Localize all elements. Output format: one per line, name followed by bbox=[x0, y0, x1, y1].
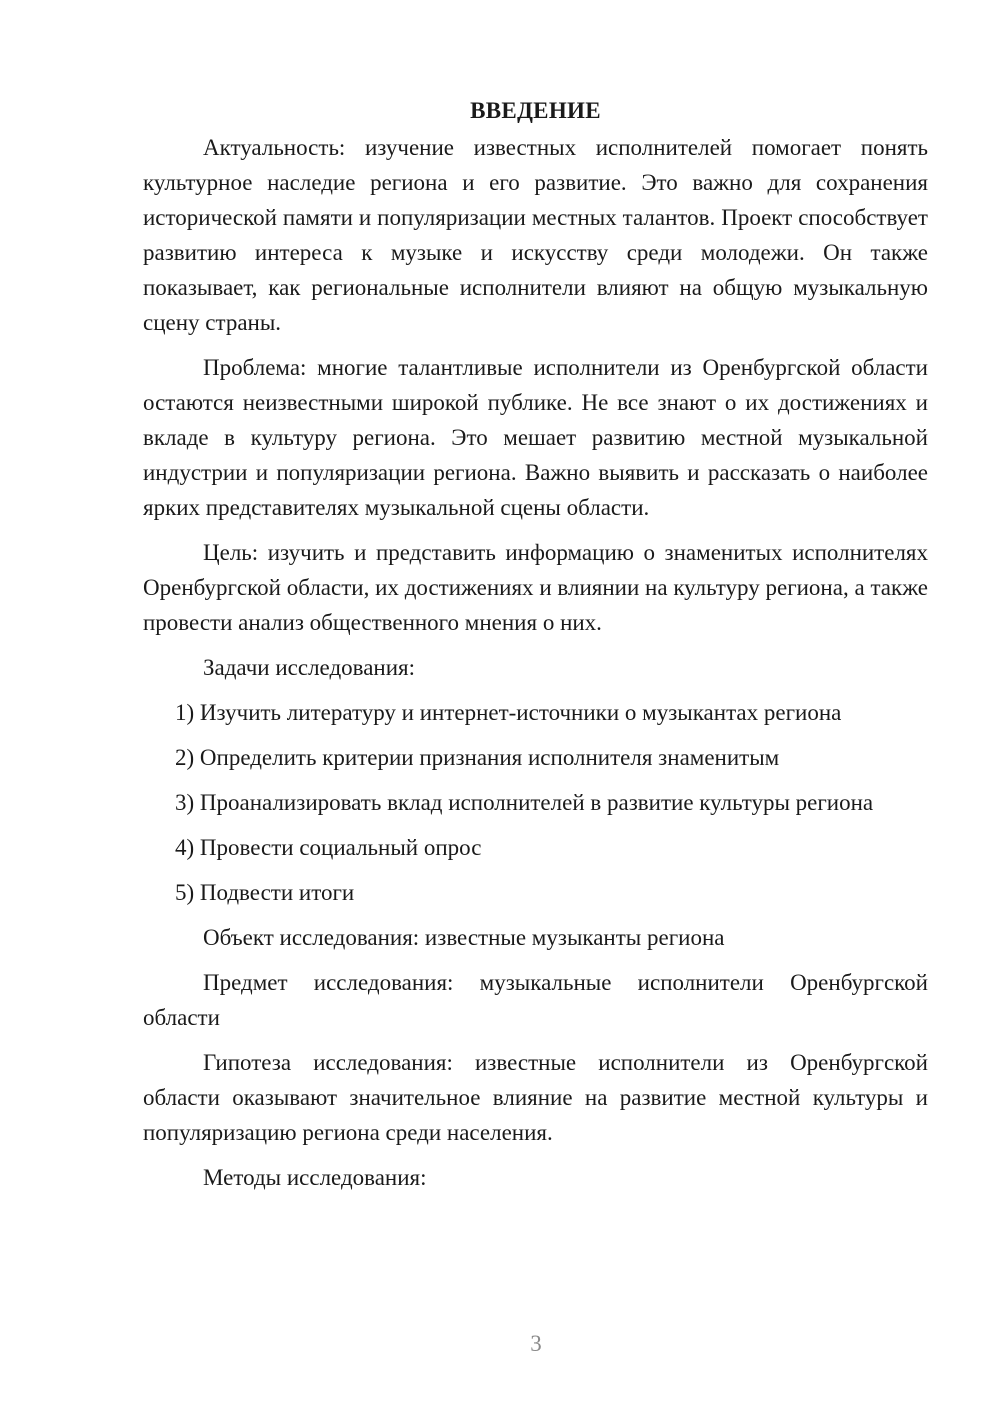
problem-paragraph: Проблема: многие талантливые исполнители из Оренбургской области остаются неизвестными широкой публике. Не все знают о их достижениях и вкладе в культуру региона. Это мешает развитию местной музыкальной индустрии и популяризации региона. Важно выявить и рассказать о наиболее ярких представителях музыкальной сцены области. bbox=[143, 355, 928, 520]
task-item-5: 5) Подвести итоги bbox=[175, 880, 355, 905]
page-content bbox=[143, 93, 928, 1205]
hypothesis-paragraph: Гипотеза исследования: известные исполнители из Оренбургской области оказывают значительное влияние на развитие местной культуры и популяризацию региона среди населения. bbox=[143, 1050, 928, 1145]
task-item-2: 2) Определить критерии признания исполнителя знаменитым bbox=[175, 745, 780, 770]
methods-heading: Методы исследования: bbox=[203, 1165, 427, 1190]
task-item-4: 4) Провести социальный опрос bbox=[175, 835, 482, 860]
task-item-1: 1) Изучить литературу и интернет-источники о музыкантах региона bbox=[175, 700, 842, 725]
goal-paragraph: Цель: изучить и представить информацию о знаменитых исполнителях Оренбургской области, их достижениях и влиянии на культуру региона, а также провести анализ общественного мнения о них. bbox=[143, 540, 928, 635]
task-item-3: 3) Проанализировать вклад исполнителей в развитие культуры региона bbox=[175, 790, 874, 815]
page-number: 3 bbox=[530, 1331, 542, 1356]
relevance-paragraph: Актуальность: изучение известных исполнителей помогает понять культурное наследие региона и его развитие. Это важно для сохранения исторической памяти и популяризации местных талантов. Проект способствует развитию интереса к музыке и искусству среди молодежи. Он также показывает, как региональные исполнители влияют на общую музыкальную сцену страны. bbox=[143, 135, 928, 335]
section-title: ВВЕДЕНИЕ bbox=[470, 98, 601, 123]
object-paragraph: Объект исследования: известные музыканты региона bbox=[203, 925, 725, 950]
tasks-heading: Задачи исследования: bbox=[203, 655, 416, 680]
subject-paragraph: Предмет исследования: музыкальные исполнители Оренбургской области bbox=[143, 970, 928, 1030]
